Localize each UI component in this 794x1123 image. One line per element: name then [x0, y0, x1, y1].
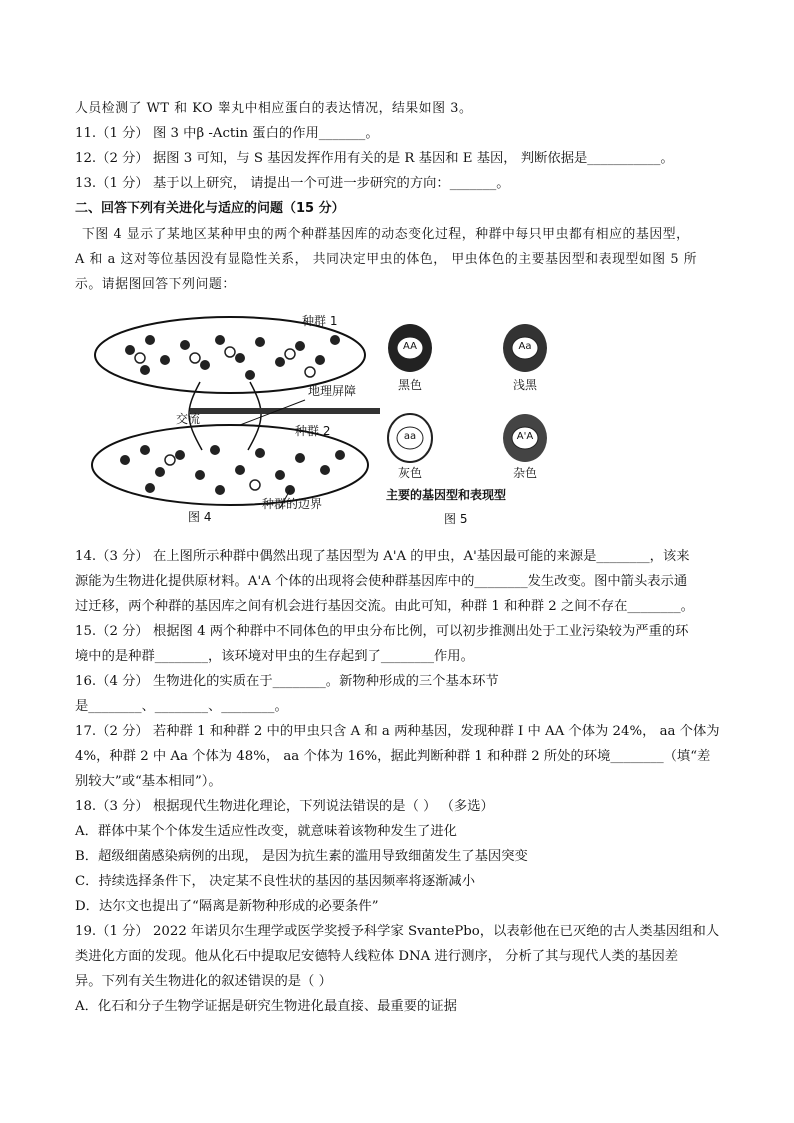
population-2-label: 种群 2: [295, 424, 331, 438]
intro-line-3: 示。请据图回答下列问题：: [75, 277, 236, 292]
question-18-option-c: C．持续选择条件下， 决定某不良性状的基因的基因频率将逐渐减小: [75, 874, 476, 889]
question-19-option-a: A．化石和分子生物学证据是研究生物进化最直接、最重要的证据: [75, 999, 457, 1014]
question-15-line-1: 15.（2 分） 根据图 4 两个种群中不同体色的甲虫分布比例，可以初步推测出处于工业污染较为严重的环: [75, 624, 689, 639]
question-14-line-3: 过迁移，两个种群的基因库之间有机会进行基因交流。由此可知，种群 1 和种群 2 之间不存在________。: [75, 599, 694, 614]
question-14-line-2: 源能为生物进化提供原材料。A'A 个体的出现将会使种群基因库中的________发生改变。图中箭头表示通: [75, 574, 688, 589]
beetle-3-phenotype: 灰色: [397, 466, 422, 480]
question-17-line-1: 17.（2 分） 若种群 1 和种群 2 中的甲虫只含 A 和 a 两种基因，发现种群 I 中 AA 个体为 24%， aa 个体为: [75, 724, 720, 739]
intro-line-2: A 和 a 这对等位基因没有显隐性关系， 共同决定甲虫的体色， 甲虫体色的主要基因型和表现型如图 5 所: [75, 252, 698, 267]
figure-4-caption: 图 4: [188, 510, 212, 524]
figure-5-title: 主要的基因型和表现型: [386, 488, 507, 502]
beetle-1-genotype: AA: [403, 341, 417, 352]
question-18: 18.（3 分） 根据现代生物进化理论，下列说法错误的是（ ） （多选）: [75, 799, 494, 814]
question-17-line-3: 别较大”或“基本相同”）。: [75, 774, 222, 789]
figure-5-drawing: [380, 310, 620, 485]
question-16-line-1: 16.（4 分） 生物进化的实质在于________。新物种形成的三个基本环节: [75, 674, 499, 689]
question-11: 11.（1 分） 图 3 中β -Actin 蛋白的作用_______。: [75, 126, 379, 141]
figure-4-drawing: [90, 310, 390, 530]
population-boundary-label: 种群的边界: [262, 497, 323, 511]
beetle-2-phenotype: 浅黑: [512, 378, 537, 392]
question-12: 12.（2 分） 据图 3 可知，与 S 基因发挥作用有关的是 R 基因和 E 基因， 判断依据是___________。: [75, 151, 674, 166]
question-19-line-3: 异。下列有关生物进化的叙述错误的是（ ）: [75, 974, 332, 989]
question-18-option-a: A．群体中某个个体发生适应性改变，就意味着该物种发生了进化: [75, 824, 457, 839]
question-18-option-d: D．达尔文也提出了“隔离是新物种形成的必要条件”: [75, 899, 379, 914]
question-16-line-2: 是________、________、________。: [75, 699, 288, 714]
beetle-4-phenotype: 杂色: [512, 466, 537, 480]
question-14-line-1: 14.（3 分） 在上图所示种群中偶然出现了基因型为 A'A 的甲虫，A'基因最可能的来源是________，该来: [75, 549, 690, 564]
question-18-option-b: B．超级细菌感染病例的出现， 是因为抗生素的滥用导致细菌发生了基因突变: [75, 849, 528, 864]
question-17-line-2: 4%，种群 2 中 Aa 个体为 48%， aa 个体为 16%，据此判断种群 1 和种群 2 所处的环境________（填“差: [75, 749, 711, 764]
beetle-3-genotype: aa: [403, 431, 417, 442]
question-15-line-2: 境中的是种群________，该环境对甲虫的生存起到了________作用。: [75, 649, 474, 664]
question-19-line-2: 类进化方面的发现。他从化石中提取尼安德特人线粒体 DNA 进行测序， 分析了其与现代人类的基因差: [75, 949, 679, 964]
geographic-barrier: [190, 408, 380, 414]
beetle-1-phenotype: 黑色: [397, 378, 422, 392]
geographic-barrier-label: 地理屏障: [308, 384, 357, 398]
question-19-line-1: 19.（1 分） 2022 年诺贝尔生理学或医学奖授予科学家 SvantePbo，以表彰他在已灭绝的古人类基因组和人: [75, 924, 720, 939]
population-1-label: 种群 1: [302, 314, 338, 328]
intro-line-1: 下图 4 显示了某地区某种甲虫的两个种群基因库的动态变化过程，种群中每只甲虫都有相应的基因型，: [82, 227, 690, 242]
figure-5-caption: 图 5: [444, 512, 468, 526]
figure-area: [90, 310, 630, 530]
question-13: 13.（1 分） 基于以上研究， 请提出一个可进一步研究的方向：_______。: [75, 176, 510, 191]
beetle-2-genotype: Aa: [518, 341, 532, 352]
line-intro: 人员检测了 WT 和 KO 睾丸中相应蛋白的表达情况，结果如图 3。: [75, 101, 473, 116]
exchange-label: 交流: [176, 412, 201, 426]
section-heading: 二、回答下列有关进化与适应的问题（15 分）: [75, 201, 345, 216]
beetle-4-genotype: A'A: [516, 431, 534, 442]
